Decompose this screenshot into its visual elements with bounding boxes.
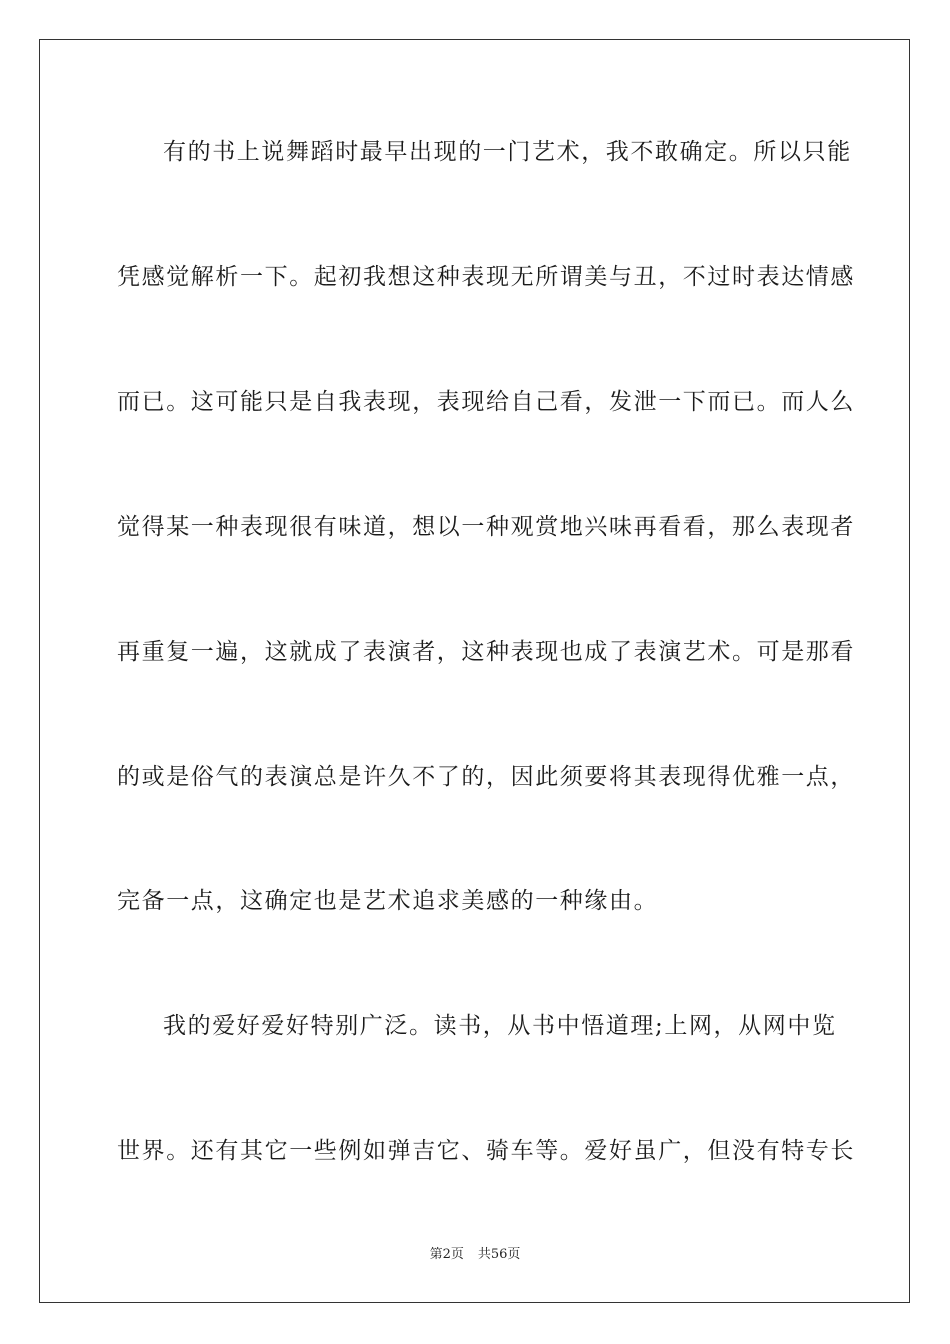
page-border — [39, 39, 910, 1303]
paragraph-1-line-3: 而已。这可能只是自我表现，表现给自己看，发泄一下而已。而人么 — [117, 389, 855, 415]
paragraph-2-line-2: 世界。还有其它一些例如弹吉它、骑车等。爱好虽广，但没有特专长 — [117, 1138, 855, 1164]
paragraph-1-line-2: 凭感觉解析一下。起初我想这种表现无所谓美与丑，不过时表达情感 — [117, 264, 855, 290]
paragraph-1-line-1: 有的书上说舞蹈时最早出现的一门艺术，我不敢确定。所以只能 — [163, 139, 852, 165]
paragraph-1-line-4: 觉得某一种表现很有味道，想以一种观赏地兴味再看看，那么表现者 — [117, 514, 855, 540]
total-page-count: 共56页 — [477, 1247, 521, 1262]
page-footer — [0, 1246, 950, 1264]
paragraph-1-line-5: 再重复一遍，这就成了表演者，这种表现也成了表演艺术。可是那看 — [117, 639, 855, 665]
current-page-number: 第2页 — [429, 1247, 464, 1262]
paragraph-1-line-6: 的或是俗气的表演总是许久不了的，因此须要将其表现得优雅一点， — [117, 764, 855, 790]
paragraph-2-line-1: 我的爱好爱好特别广泛。读书，从书中悟道理;上网，从网中览 — [163, 1013, 837, 1039]
paragraph-1-line-7: 完备一点，这确定也是艺术追求美感的一种缘由。 — [117, 888, 659, 914]
